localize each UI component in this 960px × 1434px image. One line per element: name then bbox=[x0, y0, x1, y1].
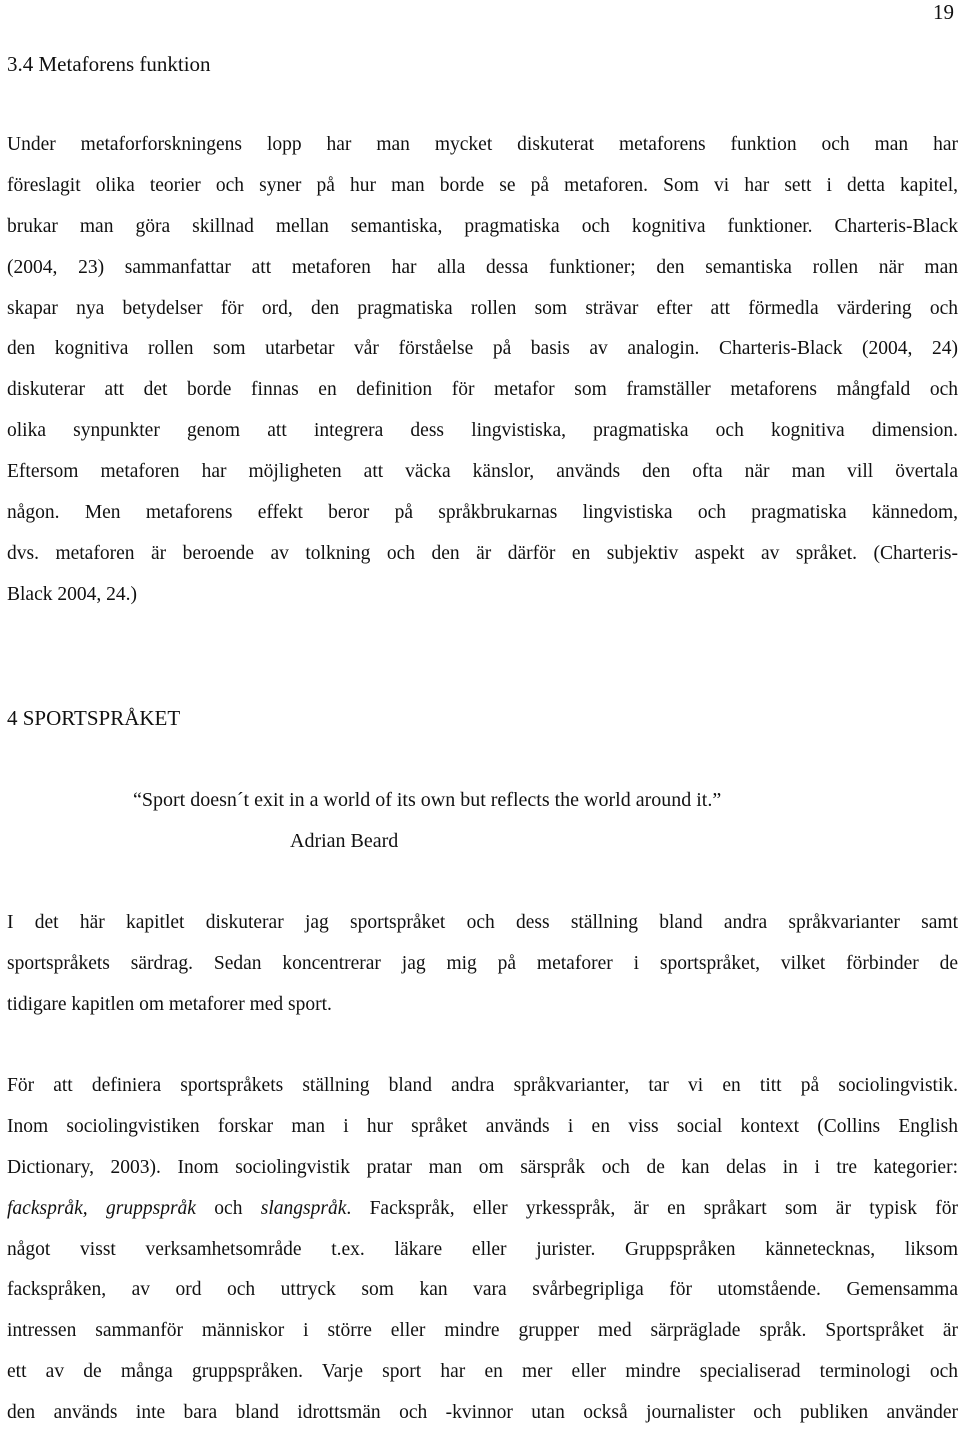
quote-text: Sport doesn´t exit in a world of its own but reflects the world around it. bbox=[141, 789, 713, 811]
text-line: Dictionary, 2003). Inom sociolingvistik pratar man om särspråk och de kan delas in i tre kategorier: bbox=[7, 1156, 958, 1178]
paragraph-metaforens-funktion bbox=[7, 125, 958, 616]
text-line: tidigare kapitlen om metaforer med sport. bbox=[7, 993, 332, 1015]
text-line: skapar nya betydelser för ord, den pragmatiska rollen som strävar efter att förmedla värdering och bbox=[7, 297, 958, 319]
text-line: något visst verksamhetsområde t.ex. läkare eller jurister. Gruppspråken kännetecknas, liksom bbox=[7, 1238, 958, 1260]
italic-term: fackspråk, gruppspråk bbox=[7, 1197, 196, 1219]
text-line: någon. Men metaforens effekt beror på språkbrukarnas lingvistiska och pragmatiska kännedom, bbox=[7, 502, 958, 524]
text-line: Under metaforforskningens lopp har man mycket diskuterat metaforens funktion och man har bbox=[7, 134, 958, 155]
text-line: intressen sammanför människor i större eller mindre grupper med särpräglade språk. Sportspråket är bbox=[7, 1320, 958, 1342]
text-line: olika synpunkter genom att integrera dess lingvistiska, pragmatiska och kognitiva dimension. bbox=[7, 420, 958, 442]
text-line: Eftersom metaforen har möjligheten att väcka känslor, används den ofta när man vill övertala bbox=[7, 461, 958, 483]
text-line: dvs. metaforen är beroende av tolkning och den är därför en subjektiv aspekt av språket. (Charteris- bbox=[7, 542, 958, 564]
quote-open-mark: “ bbox=[133, 789, 142, 811]
section-heading: 3.4 Metaforens funktion bbox=[7, 52, 211, 76]
text-fragment: . Fackspråk, eller yrkesspråk, är en språkart som är typisk för bbox=[346, 1197, 959, 1219]
text-line bbox=[7, 1189, 958, 1230]
paragraph-sociolingvistik bbox=[7, 1066, 958, 1434]
text-line: den kognitiva rollen som utarbetar vår förståelse på basis av analogin. Charteris-Black (2004, 24) bbox=[7, 338, 958, 360]
text-line: den används inte bara bland idrottsmän och -kvinnor utan också journalister och publiken använder bbox=[7, 1402, 958, 1424]
text-line: I det här kapitlet diskuterar jag sportspråket och dess ställning bland andra språkvarianter samt bbox=[7, 912, 958, 933]
text-line: (2004, 23) sammanfattar att metaforen har alla dessa funktioner; den semantiska rollen när man bbox=[7, 256, 958, 278]
page-number: 19 bbox=[933, 0, 954, 24]
text-line: ett av de många gruppspråken. Varje sport har en mer eller mindre specialiserad terminologi och bbox=[7, 1361, 958, 1383]
italic-term: slangspråk bbox=[260, 1197, 347, 1219]
quote-close-mark: ” bbox=[712, 789, 722, 811]
chapter-heading: 4 SPORTSPRÅKET bbox=[7, 706, 181, 730]
text-fragment: och bbox=[195, 1197, 261, 1219]
text-line: Black 2004, 24.) bbox=[7, 583, 137, 605]
text-line: diskuterar att det borde finnas en definition för metafor som framställer metaforens mångfald och bbox=[7, 379, 958, 401]
paragraph-chapter-intro bbox=[7, 903, 958, 1026]
text-line: Inom sociolingvistiken forskar man i hur språket används i en viss social kontext (Collins English bbox=[7, 1115, 958, 1137]
text-line: föreslagit olika teorier och syner på hur man borde se på metaforen. Som vi har sett i detta kapitel, bbox=[7, 174, 958, 196]
text-line: För att definiera sportspråkets ställning bland andra språkvarianter, tar vi en titt på sociolingvistik. bbox=[7, 1075, 958, 1096]
epigraph-author: Adrian Beard bbox=[290, 830, 399, 852]
text-line: fackspråken, av ord och uttryck som kan vara svårbegripliga för utomstående. Gemensamma bbox=[7, 1279, 958, 1301]
text-line: sportspråkets särdrag. Sedan koncentrerar jag mig på metaforer i sportspråket, vilket förbinder de bbox=[7, 952, 958, 974]
epigraph-quote bbox=[133, 788, 721, 812]
text-line: brukar man göra skillnad mellan semantiska, pragmatiska och kognitiva funktioner. Charteris-Black bbox=[7, 215, 958, 237]
